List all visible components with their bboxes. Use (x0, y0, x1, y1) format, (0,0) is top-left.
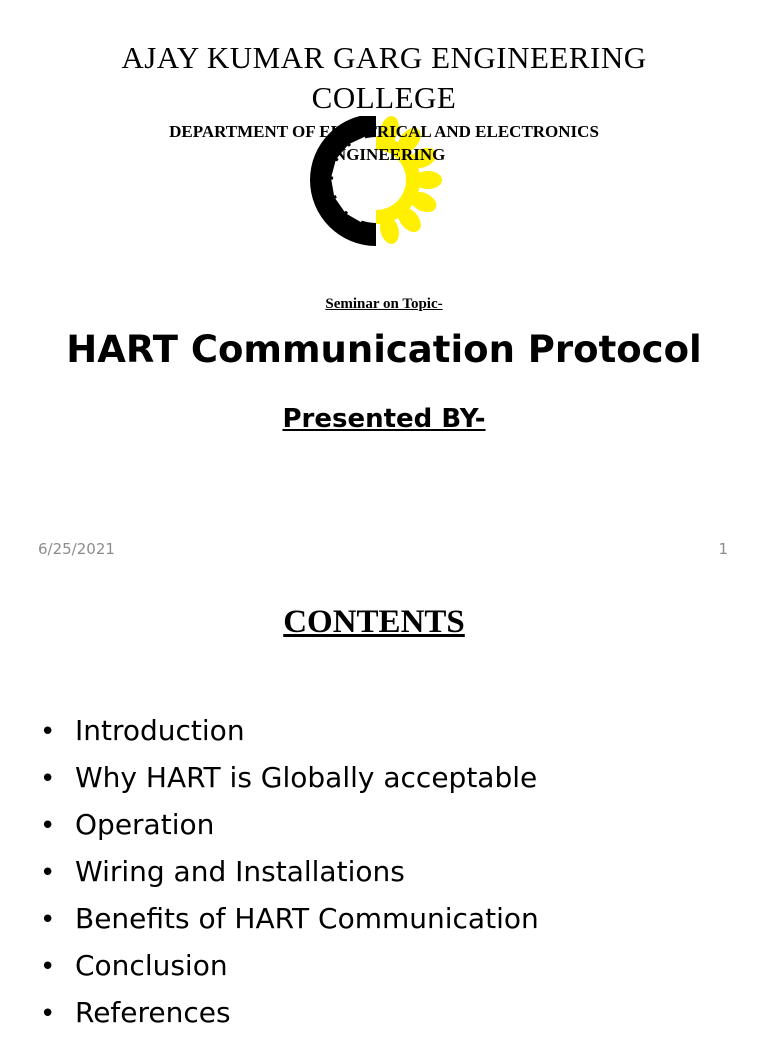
list-item-label: Why HART is Globally acceptable (75, 761, 538, 794)
college-name-line2: COLLEGE (311, 80, 457, 115)
list-item-label: Benefits of HART Communication (75, 902, 539, 935)
department-name-line1: DEPARTMENT OF ELECTRICAL AND ELECTRONICS (169, 122, 599, 141)
bullet-icon: • (40, 717, 56, 747)
bullet-icon: • (40, 952, 56, 982)
list-item-label: Wiring and Installations (75, 855, 405, 888)
college-name (0, 38, 768, 118)
list-item-label: Operation (75, 808, 215, 841)
presentation-title: HART Communication Protocol (66, 328, 702, 371)
list-item (40, 849, 539, 896)
department-name (0, 120, 768, 166)
bullet-icon: • (40, 905, 56, 935)
bullet-icon: • (40, 858, 56, 888)
contents-heading: CONTENTS (283, 604, 465, 640)
contents-list (40, 708, 539, 1037)
seminar-label: Seminar on Topic- (325, 296, 443, 312)
department-name-line2: ENGINEERING (322, 145, 446, 164)
bullet-icon: • (40, 811, 56, 841)
list-item (40, 896, 539, 943)
college-name-line1: AJAY KUMAR GARG ENGINEERING (121, 40, 647, 75)
list-item-label: References (75, 996, 231, 1029)
bullet-icon: • (40, 764, 56, 794)
presented-by-label: Presented BY- (282, 404, 486, 434)
bullet-icon: • (40, 999, 56, 1029)
slide-date: 6/25/2021 (38, 540, 115, 558)
list-item (40, 990, 539, 1037)
list-item (40, 943, 539, 990)
list-item-label: Conclusion (75, 949, 228, 982)
list-item-label: Introduction (75, 714, 245, 747)
list-item (40, 802, 539, 849)
list-item (40, 755, 539, 802)
slide-number: 1 (718, 540, 728, 558)
list-item (40, 708, 539, 755)
